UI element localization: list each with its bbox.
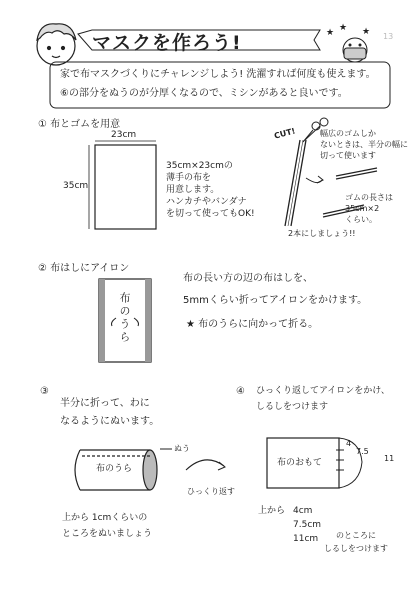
step3-desc-1: 半分に折って、わに	[60, 398, 150, 409]
folded-fabric-label: 布のうら	[96, 464, 133, 474]
fabric-rect	[95, 145, 156, 229]
step4-number: ④	[236, 386, 245, 397]
mark-11: 11	[384, 454, 395, 463]
boy-face-icon	[37, 24, 76, 65]
from-top-label: 上から	[258, 506, 286, 516]
mark-7-5: 7.5	[356, 447, 369, 456]
svg-text:★: ★	[362, 27, 371, 37]
mark-value-2: 7.5cm	[293, 520, 322, 530]
svg-text:★: ★	[326, 28, 335, 38]
step3-note-2: ところをぬいましょう	[62, 529, 153, 539]
step4-desc-2: しるしをつけます	[256, 402, 329, 412]
step2-desc-1: 布の長い方の辺の布はしを、	[183, 273, 313, 284]
sew-label: ぬう	[174, 444, 190, 453]
page-title: マスクを作ろう!	[92, 32, 242, 54]
svg-text:★: ★	[339, 23, 348, 33]
mark-note-2: しるしをつけます	[324, 544, 388, 553]
elastic-note: 幅広のゴムしか ないときは、半分の幅に 切って使います	[320, 129, 408, 160]
step2-desc-3: ★ 布のうらに向かって折る。	[186, 319, 319, 330]
step3-desc-2: なるようにぬいます。	[60, 416, 160, 427]
mark-4: 4	[346, 439, 352, 448]
step1-desc: 35cm×23cmの 薄手の布を 用意します。 ハンカチやバンダナ を切って使ってもOK!	[166, 161, 255, 219]
step3-note-1: 上から 1cmくらいの	[62, 513, 148, 523]
step2-desc-2: 5mmくらい折ってアイロンをかけます。	[183, 295, 368, 306]
fabric-front-label: 布のおもて	[277, 458, 323, 468]
flip-label: ひっくり返す	[187, 487, 235, 496]
page-number: 13	[383, 32, 394, 41]
step4-desc-1: ひっくり返してアイロンをかけ、	[256, 386, 390, 396]
step2-heading: ② 布はしにアイロン	[38, 263, 130, 274]
dim-left-label: 35cm	[63, 181, 89, 191]
cut-label: CUT!	[273, 126, 297, 141]
stars-icon	[326, 23, 370, 38]
mask-face-icon	[343, 38, 367, 62]
fabric-back-label: 布のうら	[118, 292, 131, 344]
mark-value-1: 4cm	[293, 506, 313, 516]
two-pieces-note: 2本にしましょう!!	[288, 229, 356, 238]
mark-value-3: 11cm	[293, 534, 319, 544]
elastic-length: ゴムの長さは 35cm×2 くらい。	[345, 193, 393, 224]
elastic-band-icon	[285, 140, 306, 226]
mark-note-1: のところに	[336, 531, 376, 540]
intro-line-2: ⑥の部分をぬうのが分厚くなるので、ミシンがあると良いです。	[60, 88, 348, 99]
dim-top-label: 23cm	[111, 130, 137, 140]
step1-heading: ① 布とゴムを用意	[38, 119, 121, 130]
flip-arrow-icon	[186, 460, 224, 470]
step3-number: ③	[40, 386, 49, 397]
intro-line-1: 家で布マスクづくりにチャレンジしよう! 洗濯すれば何度も使えます。	[60, 69, 376, 80]
